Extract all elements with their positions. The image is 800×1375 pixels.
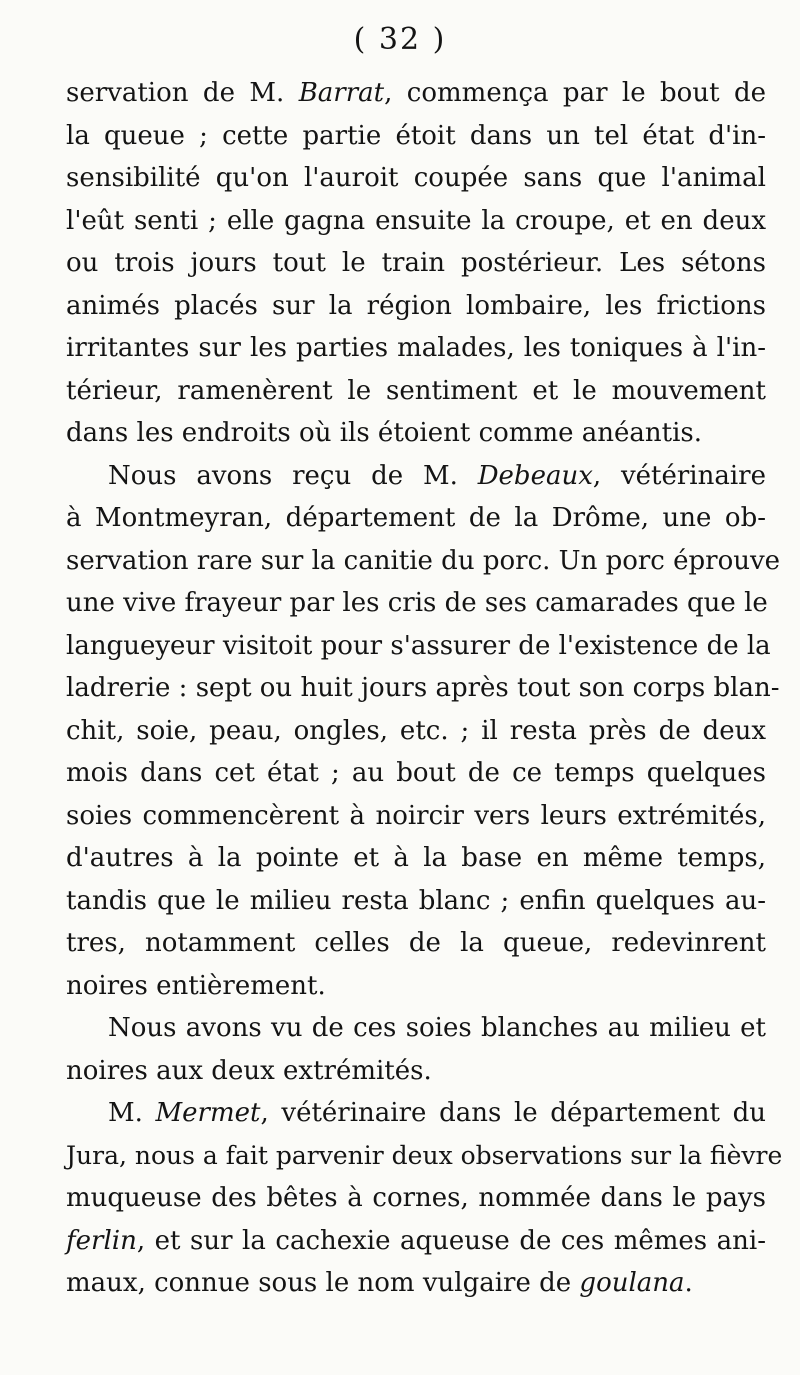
text-run: noires entièrement.	[66, 970, 326, 1001]
text-run: dans les endroits où ils étoient comme anéantis.	[66, 418, 703, 448]
text-run: chit, soie, peau, ongles, etc. ; il resta près de deux	[66, 715, 766, 746]
text-line	[66, 1220, 766, 1263]
text-run: langueyeur visitoit pour s'assurer de l'existence de la	[66, 630, 771, 661]
text-line	[66, 370, 766, 413]
italic-name: Mermet	[155, 1098, 261, 1128]
text-line	[66, 1135, 783, 1178]
text-run: irritantes sur les parties malades, les toniques à l'in-	[66, 333, 766, 363]
text-run: soies commencèrent à noircir vers leurs extrémités,	[66, 800, 766, 831]
text-line	[66, 540, 781, 583]
text-run: Nous avons vu de ces soies blanches au milieu et	[108, 1013, 766, 1043]
text-line	[66, 1007, 766, 1050]
text-line	[66, 327, 766, 370]
page-number: ( 32 )	[353, 22, 447, 57]
italic-name: goulana	[579, 1268, 685, 1298]
text-line	[66, 1092, 766, 1135]
text-run: ladrerie : sept ou huit jours après tout son corps blan-	[66, 673, 780, 703]
text-line	[66, 455, 766, 498]
text-line	[66, 795, 766, 838]
text-run: maux, connue sous le nom vulgaire de	[66, 1268, 580, 1298]
text-line	[66, 837, 766, 880]
text-run: M.	[108, 1098, 156, 1128]
text-run: muqueuse des bêtes à cornes, nommée dans le pays	[66, 1183, 766, 1213]
text-run: , et sur la cachexie aqueuse de ces mêmes ani-	[136, 1225, 766, 1256]
text-run: , vétérinaire dans le département du	[260, 1098, 767, 1128]
text-line	[66, 200, 766, 243]
text-run: à Montmeyran, département de la Drôme, une ob-	[66, 503, 766, 533]
text-line	[66, 1050, 766, 1093]
text-run: térieur, ramenèrent le sentiment et le mouvement	[66, 375, 766, 406]
text-line	[66, 965, 766, 1008]
text-run: tres, notamment celles de la queue, redevinrent	[66, 928, 766, 958]
text-line	[66, 752, 766, 795]
text-run: .	[684, 1268, 693, 1298]
text-line	[66, 285, 766, 328]
text-line	[66, 157, 766, 200]
text-run: Jura, nous a fait parvenir deux observations sur la fièvre	[66, 1140, 783, 1170]
text-run: sensibilité qu'on l'auroit coupée sans que l'animal	[66, 163, 766, 193]
text-run: la queue ; cette partie étoit dans un tel état d'in-	[66, 120, 766, 151]
text-run: servation rare sur la canitie du porc. Un porc éprouve	[66, 545, 781, 576]
text-line	[66, 115, 766, 158]
text-run: Nous avons reçu de M.	[108, 460, 478, 491]
italic-name: ferlin	[66, 1225, 137, 1256]
text-line	[66, 710, 766, 753]
text-run: tandis que le milieu resta blanc ; enfin quelques au-	[66, 885, 766, 916]
italic-name: Barrat	[298, 78, 385, 108]
text-line	[66, 412, 766, 455]
text-run: servation de M.	[66, 78, 299, 108]
text-run: d'autres à la pointe et à la base en même temps,	[66, 843, 766, 873]
text-line	[66, 582, 766, 625]
text-line	[66, 667, 780, 710]
text-line	[66, 922, 766, 965]
text-line	[66, 242, 766, 285]
text-line	[66, 497, 766, 540]
italic-name: Debeaux	[477, 460, 593, 491]
text-run: une vive frayeur par les cris de ses camarades que le	[66, 588, 768, 618]
text-run: animés placés sur la région lombaire, les frictions	[66, 290, 766, 321]
text-run: noires aux deux extrémités.	[66, 1055, 432, 1086]
text-line	[66, 1177, 766, 1220]
text-line	[66, 1262, 766, 1305]
text-run: l'eût senti ; elle gagna ensuite la croupe, et en deux	[66, 205, 766, 236]
text-line	[66, 880, 766, 923]
text-run: ou trois jours tout le train postérieur. Les sétons	[66, 248, 766, 278]
text-line	[66, 72, 766, 115]
text-run: mois dans cet état ; au bout de ce temps quelques	[66, 758, 766, 788]
text-run: , vétérinaire	[592, 460, 766, 491]
text-line	[66, 625, 771, 668]
text-run: , commença par le bout de	[384, 78, 766, 108]
body-text	[66, 72, 783, 1305]
